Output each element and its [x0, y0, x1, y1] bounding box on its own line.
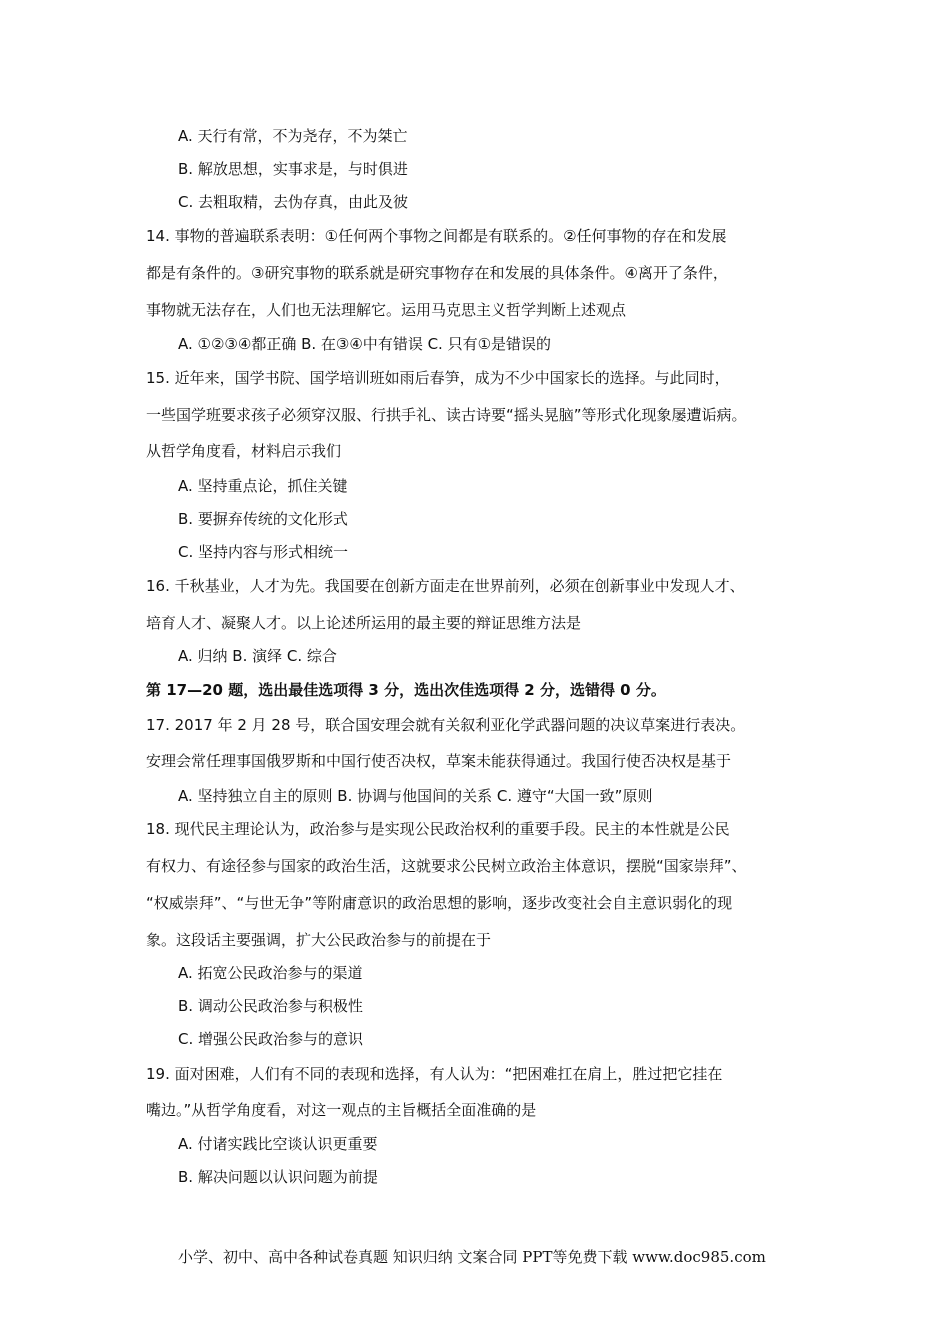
- question-16-line-1: 16. 千秋基业，人才为先。我国要在创新方面走在世界前列，必须在创新事业中发现人才、: [146, 577, 745, 595]
- question-19-line-2: 嘴边。”从哲学角度看，对这一观点的主旨概括全面准确的是: [146, 1101, 537, 1119]
- option-19-b: B. 解决问题以认识问题为前提: [178, 1168, 378, 1186]
- question-15-line-2: 一些国学班要求孩子必须穿汉服、行拱手礼、读古诗要“摇头晃脑”等形式化现象屡遭诟病。: [146, 406, 747, 424]
- question-14-line-3: 事物就无法存在，人们也无法理解它。运用马克思主义哲学判断上述观点: [146, 301, 627, 319]
- option-15-b: B. 要摒弃传统的文化形式: [178, 510, 348, 528]
- question-14-line-1: 14. 事物的普遍联系表明：①任何两个事物之间都是有联系的。②任何事物的存在和发展: [146, 227, 727, 245]
- question-18-line-2: 有权力、有途径参与国家的政治生活，这就要求公民树立政治主体意识，摆脱“国家崇拜”、: [146, 857, 747, 875]
- section-instruction: 第 17—20 题，选出最佳选项得 3 分，选出次佳选项得 2 分，选错得 0 分。: [146, 681, 666, 699]
- option-13-c: C. 去粗取精，去伪存真，由此及彼: [178, 193, 409, 211]
- question-15-line-3: 从哲学角度看，材料启示我们: [146, 442, 342, 460]
- question-18-line-1: 18. 现代民主理论认为，政治参与是实现公民政治权利的重要手段。民主的本性就是公民: [146, 820, 730, 838]
- option-15-a: A. 坚持重点论，抓住关键: [178, 477, 348, 495]
- options-16: A. 归纳 B. 演绎 C. 综合: [178, 647, 337, 665]
- option-19-a: A. 付诸实践比空谈认识更重要: [178, 1135, 378, 1153]
- page-footer: 小学、初中、高中各种试卷真题 知识归纳 文案合同 PPT等免费下载 www.doc985.com: [178, 1248, 766, 1266]
- option-13-b: B. 解放思想，实事求是，与时俱进: [178, 160, 408, 178]
- options-14: A. ①②③④都正确 B. 在③④中有错误 C. 只有①是错误的: [178, 335, 552, 353]
- option-18-b: B. 调动公民政治参与积极性: [178, 997, 363, 1015]
- options-17: A. 坚持独立自主的原则 B. 协调与他国间的关系 C. 遵守“大国一致”原则: [178, 787, 653, 805]
- question-17-line-1: 17. 2017 年 2 月 28 号，联合国安理会就有关叙利亚化学武器问题的决议草案进行表决。: [146, 716, 746, 734]
- question-17-line-2: 安理会常任理事国俄罗斯和中国行使否决权，草案未能获得通过。我国行使否决权是基于: [146, 752, 732, 770]
- question-14-line-2: 都是有条件的。③研究事物的联系就是研究事物存在和发展的具体条件。④离开了条件，: [146, 264, 728, 282]
- option-18-a: A. 拓宽公民政治参与的渠道: [178, 964, 363, 982]
- option-15-c: C. 坚持内容与形式相统一: [178, 543, 349, 561]
- question-15-line-1: 15. 近年来，国学书院、国学培训班如雨后春笋，成为不少中国家长的选择。与此同时，: [146, 369, 730, 387]
- option-13-a: A. 天行有常，不为尧存，不为桀亡: [178, 127, 408, 145]
- option-18-c: C. 增强公民政治参与的意识: [178, 1030, 364, 1048]
- question-18-line-3: “权威崇拜”、“与世无争”等附庸意识的政治思想的影响，逐步改变社会自主意识弱化的现: [146, 894, 733, 912]
- question-19-line-1: 19. 面对困难，人们有不同的表现和选择，有人认为：“把困难扛在肩上，胜过把它挂在: [146, 1065, 723, 1083]
- question-16-line-2: 培育人才、凝聚人才。以上论述所运用的最主要的辩证思维方法是: [146, 614, 582, 632]
- question-18-line-4: 象。这段话主要强调，扩大公民政治参与的前提在于: [146, 931, 492, 949]
